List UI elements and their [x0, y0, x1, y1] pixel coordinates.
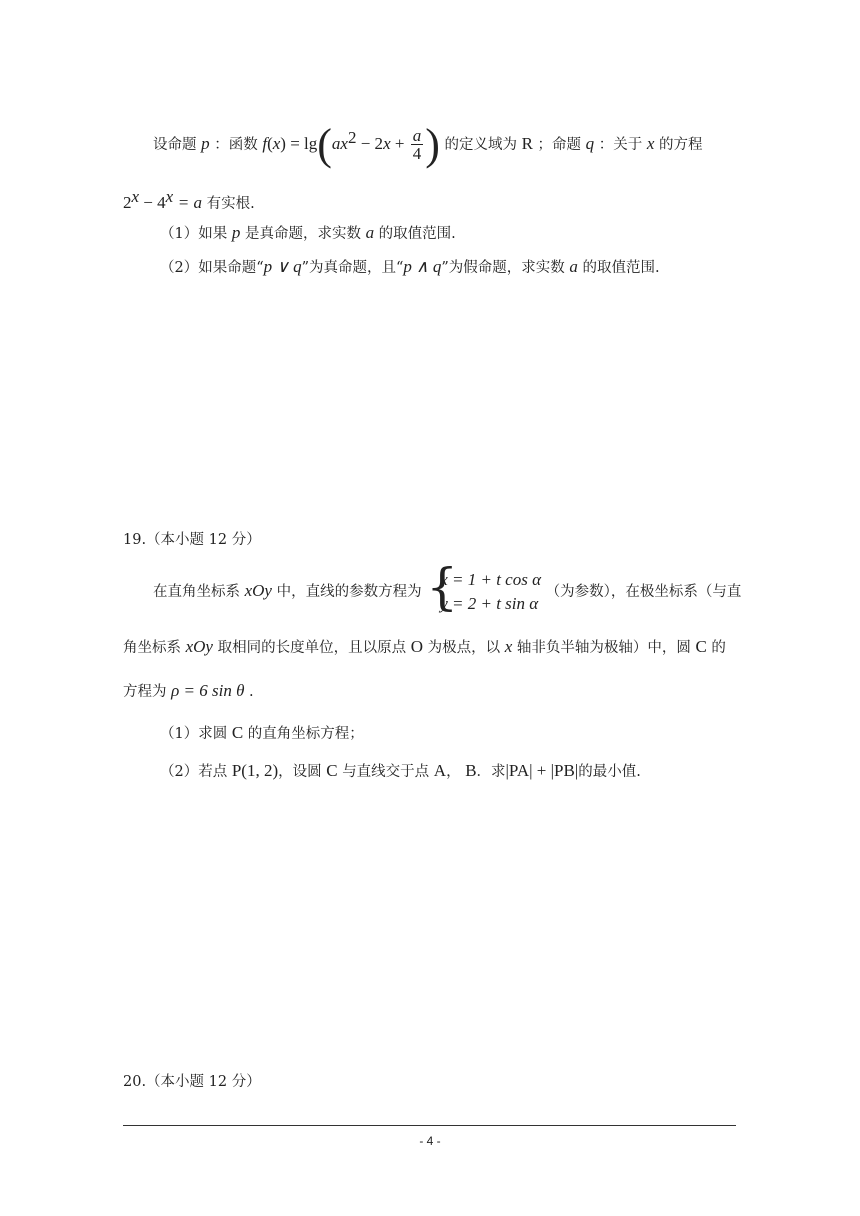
q19-part2: （2）若点 P(1, 2)，设圆 C 与直线交于点 A， B．求|PA| + |PB|的最小值. — [160, 761, 641, 780]
parametric-system: { x = 1 + t cos α y = 2 + t sin α — [426, 558, 541, 616]
q19-line1: 在直角坐标系 xOy 中，直线的参数方程为 { x = 1 + t cos α y = 2 + t sin α （为参数），在极坐标系（与直 — [153, 558, 742, 616]
function-f: f — [262, 133, 268, 153]
q19-line2: 角坐标系 xOy 取相同的长度单位，且以原点 O 为极点，以 x 轴非负半轴为极轴）中，圆 C 的 — [123, 637, 726, 656]
q18-line1: 设命题 p ：函数 $f(x) = \lg(ax^2 - 2x$ + $\frac{a}{4}$ ) 的定义域为 R ；命题 q ：关于 x 的方程 — [153, 119, 703, 169]
q19-heading: 19.（本小题 12 分） — [123, 532, 261, 548]
left-brace-icon: { — [426, 558, 459, 616]
q19-line3: 方程为 ρ = 6 sin θ . — [123, 681, 254, 700]
q20-heading: 20.（本小题 12 分） — [123, 1074, 261, 1090]
q18-part1: （1）如果 p 是真命题，求实数 a 的取值范围. — [160, 223, 456, 242]
page-number: - 4 - — [419, 1134, 441, 1148]
fraction-a-over-4: $\frac{a}{4}$ — [412, 126, 422, 164]
q18-part2: （2）如果命题“p ∨ q”为真命题，且“p ∧ q”为假命题，求实数 a 的取值范围. — [160, 257, 660, 276]
q18-line2: $2^x - 4^x = a$ 有实根. — [123, 187, 255, 212]
q19-part1: （1）求圆 C 的直角坐标方程； — [160, 723, 364, 742]
footer-divider — [123, 1125, 736, 1126]
